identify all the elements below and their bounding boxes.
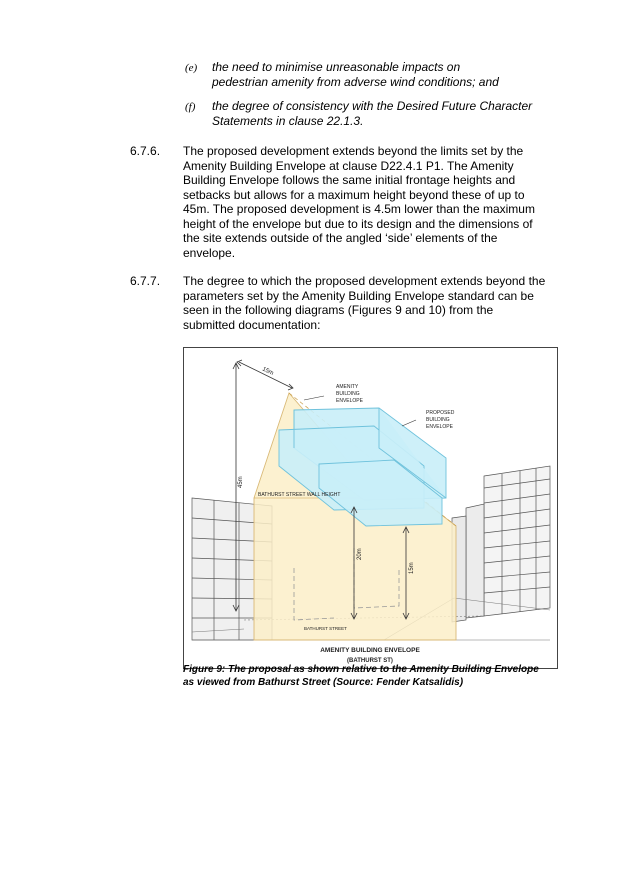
amenity-label-line2: BUILDING bbox=[336, 391, 360, 397]
dim-15m-top-label: 15m bbox=[261, 366, 275, 377]
caption-line1: Figure 9: The proposal as shown relative to the Amenity Building Envelope bbox=[183, 664, 539, 675]
list-item-f bbox=[185, 99, 585, 131]
figure-title-line1: AMENITY BUILDING ENVELOPE bbox=[320, 647, 420, 654]
paragraph-body bbox=[183, 274, 568, 332]
street-label: BATHURST STREET bbox=[304, 626, 347, 631]
paragraph-line: The degree to which the proposed development extends beyond the bbox=[183, 274, 546, 288]
amenity-label-line1: AMENITY bbox=[336, 384, 359, 390]
dim-20m-label: 20m bbox=[357, 548, 363, 560]
paragraph-line: height of the envelope but due to its design and the dimensions of bbox=[183, 216, 533, 231]
list-label-e: (e) bbox=[185, 62, 198, 74]
caption-line2: as viewed from Bathurst Street (Source: Fender Katsalidis) bbox=[183, 676, 464, 688]
paragraph-number: 6.7.6. bbox=[130, 144, 161, 158]
paragraph-line: the site extends outside of the angled ‘side’ elements of the bbox=[183, 231, 498, 245]
paragraph-6-7-6 bbox=[130, 144, 570, 262]
amenity-label-line3: ENVELOPE bbox=[336, 398, 363, 404]
paragraph-line: envelope. bbox=[183, 245, 236, 260]
list-label-f: (f) bbox=[185, 101, 196, 113]
list-text-f bbox=[212, 99, 582, 128]
list-text-f-line2: Statements in clause 22.1.3. bbox=[212, 113, 364, 128]
paragraph-body bbox=[183, 144, 568, 260]
proposed-label-line3: ENVELOPE bbox=[426, 424, 453, 430]
figure-9-diagram bbox=[183, 347, 558, 669]
list-text-e bbox=[212, 60, 582, 89]
paragraph-line: setbacks but allows for a maximum height beyond these of up to bbox=[183, 187, 525, 202]
dim-15m-right-label: 15m bbox=[409, 562, 415, 574]
list-item-e bbox=[185, 60, 585, 92]
right-context-buildings bbox=[452, 466, 550, 622]
paragraph-line: parameters set by the Amenity Building Envelope standard can be bbox=[183, 288, 534, 303]
proposed-label-line1: PROPOSED bbox=[426, 410, 455, 416]
figure-title-line2: (BATHURST ST) bbox=[347, 658, 393, 664]
dim-45m-label: 45m bbox=[238, 476, 244, 488]
figure-caption bbox=[183, 664, 573, 689]
paragraph-line: Building Envelope follows the same initial frontage heights and bbox=[183, 173, 516, 187]
paragraph-number: 6.7.7. bbox=[130, 274, 161, 288]
paragraph-line: The proposed development extends beyond the limits set by the bbox=[183, 144, 524, 158]
list-text-f-line1: the degree of consistency with the Desired Future Character bbox=[212, 99, 533, 113]
paragraph-line: submitted documentation: bbox=[183, 317, 321, 332]
paragraph-line: 45m. The proposed development is 4.5m lower than the maximum bbox=[183, 202, 535, 216]
list-text-e-line1: the need to minimise unreasonable impacts on bbox=[212, 60, 461, 74]
wall-height-label: BATHURST STREET WALL HEIGHT bbox=[258, 492, 341, 498]
proposed-label-line2: BUILDING bbox=[426, 417, 450, 423]
paragraph-6-7-7 bbox=[130, 274, 570, 334]
envelope-diagram bbox=[184, 348, 557, 668]
paragraph-line: seen in the following diagrams (Figures 9 and 10) from the bbox=[183, 303, 494, 317]
list-text-e-line2: pedestrian amenity from adverse wind conditions; and bbox=[212, 74, 499, 89]
paragraph-line: Amenity Building Envelope at clause D22.4.1 P1. The Amenity bbox=[183, 158, 514, 173]
